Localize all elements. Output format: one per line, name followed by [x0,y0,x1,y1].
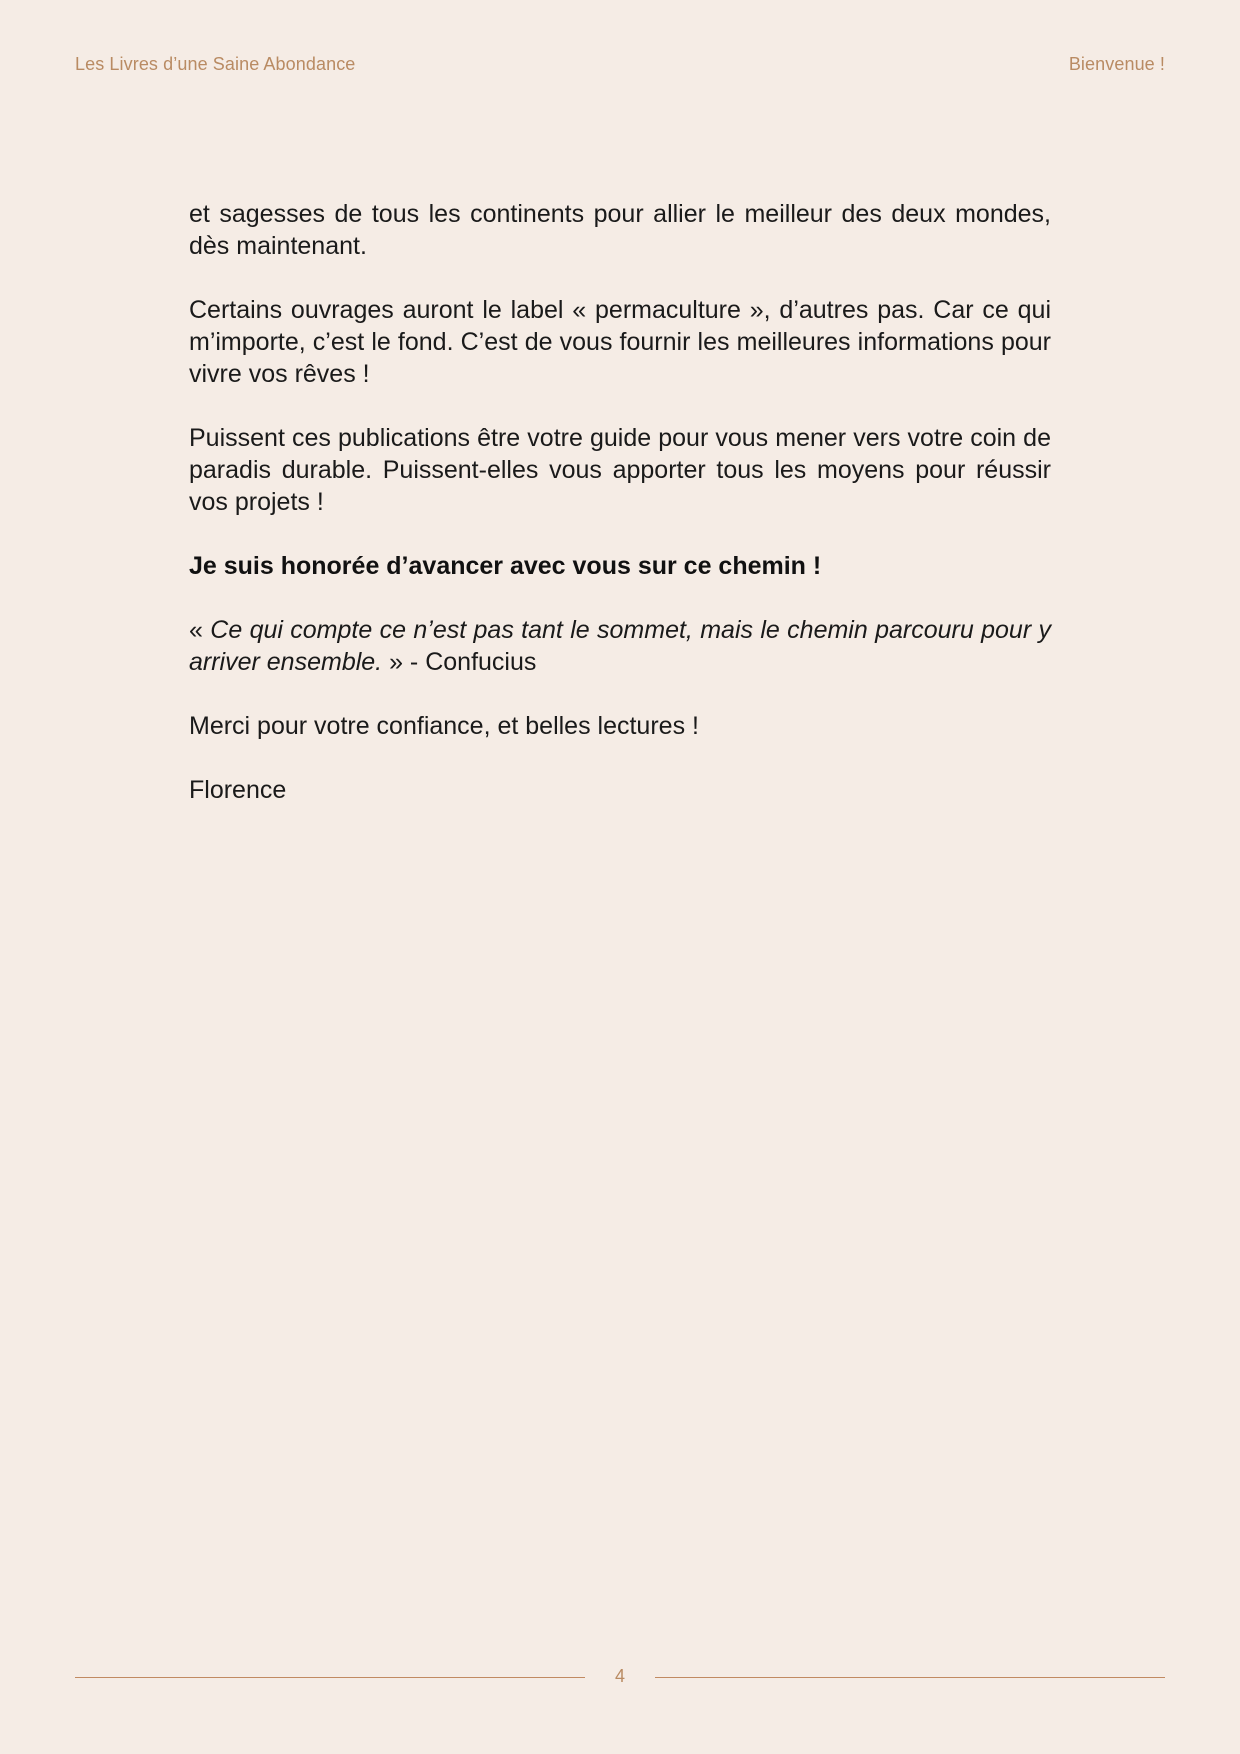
page-body [189,198,1051,806]
paragraph-thanks: Merci pour votre confiance, et belles lectures ! [189,712,699,740]
footer-rule-left [75,1677,585,1678]
running-header-section: Bienvenue ! [1068,54,1165,74]
quote-text: Ce qui compte ce n’est pas tant le sommet, mais le chemin parcouru pour y arriver ensemble. [189,616,1052,676]
footer-rule-right [655,1677,1165,1678]
page-number: 4 [614,1666,625,1686]
paragraph-continuation: et sagesses de tous les continents pour allier le meilleur des deux mondes, dès maintenant. [189,200,1051,260]
paragraph-publications: Puissent ces publications être votre guide pour vous mener vers votre coin de paradis durable. Puissent-elles vous apporter tous les moyens pour réussir vos projets ! [189,424,1051,516]
signature: Florence [189,776,287,804]
confucius-quote [189,614,1051,678]
quote-open: « [189,616,211,644]
quote-attribution: » - Confucius [382,648,537,676]
paragraph-permaculture: Certains ouvrages auront le label « permaculture », d’autres pas. Car ce qui m’importe, c’est le fond. C’est de vous fournir les meilleures informations pour vivre vos rêves ! [189,296,1051,388]
paragraph-honored: Je suis honorée d’avancer avec vous sur ce chemin ! [189,552,822,580]
running-header-title: Les Livres d’une Saine Abondance [75,54,356,74]
